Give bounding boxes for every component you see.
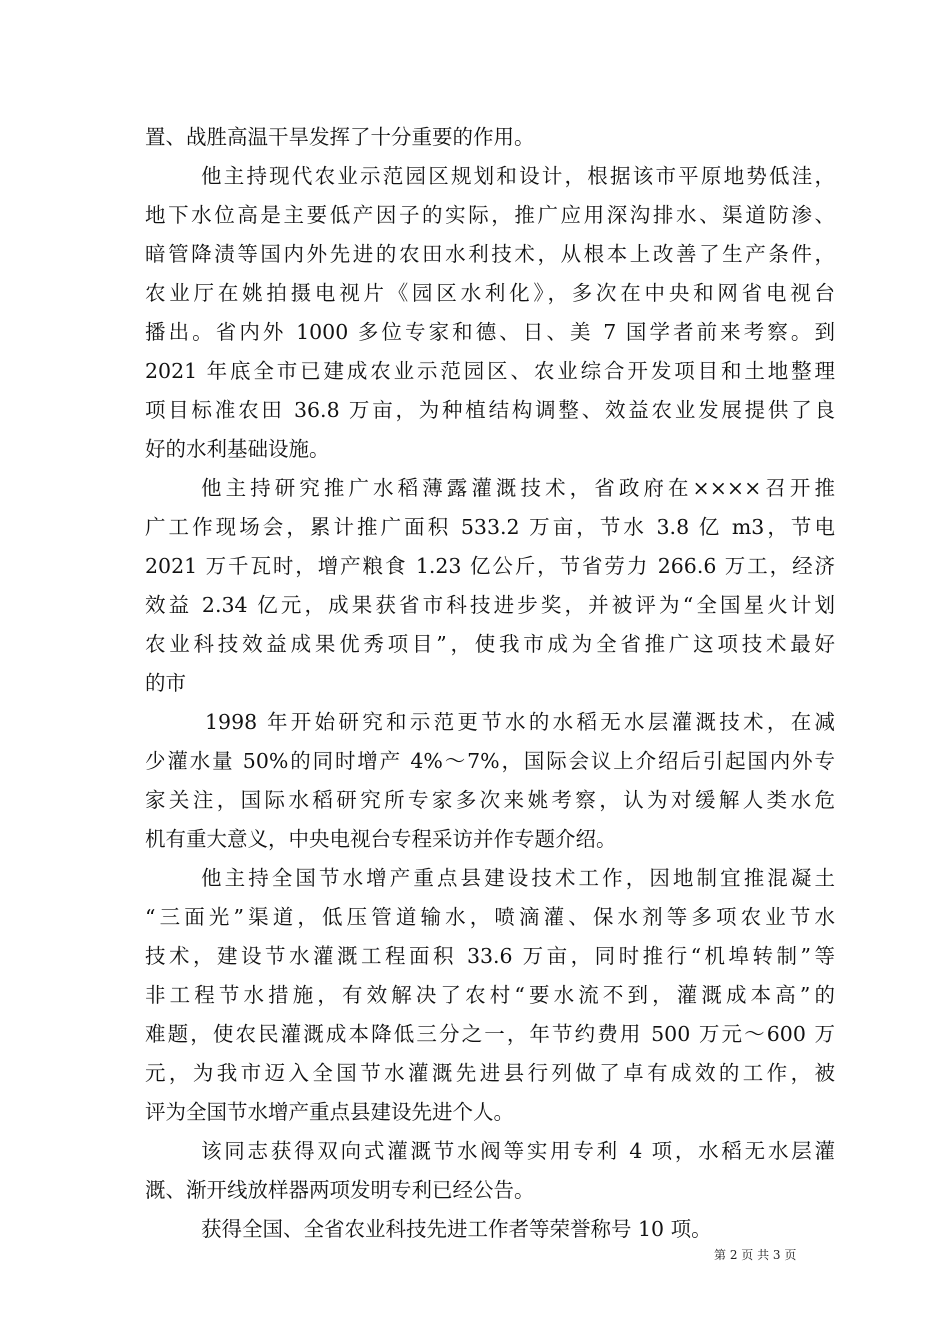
text-line: 1998 年开始研究和示范更节水的水稻无水层灌溉技术，在减 [205,710,835,734]
text-line: 农业科技效益成果优秀项目”，使我市成为全省推广这项技术最好 [145,632,835,656]
page-number-footer: 第 2 页 共 3 页 [714,1248,797,1262]
text-line: 难题，使农民灌溉成本降低三分之一，年节约费用 500 万元～600 万 [145,1022,835,1046]
text-line: 效益 2.34 亿元，成果获省市科技进步奖，并被评为“全国星火计划 [145,593,835,617]
text-line: 好的水利基础设施。 [145,437,330,461]
text-line: 暗管降渍等国内外先进的农田水利技术，从根本上改善了生产条件， [145,242,835,266]
text-line: 的市 [145,671,186,695]
text-line: “三面光”渠道，低压管道输水，喷滴灌、保水剂等多项农业节水 [145,905,835,929]
text-line: 广工作现场会，累计推广面积 533.2 万亩，节水 3.8 亿 m3，节电 [145,515,835,539]
text-line: 他主持现代农业示范园区规划和设计，根据该市平原地势低洼， [201,164,835,188]
text-line: 播出。省内外 1000 多位专家和德、日、美 7 国学者前来考察。到 [145,320,835,344]
text-line: 元，为我市迈入全国节水灌溉先进县行列做了卓有成效的工作，被 [145,1061,835,1085]
text-line: 地下水位高是主要低产因子的实际，推广应用深沟排水、渠道防渗、 [145,203,835,227]
text-line: 技术，建设节水灌溉工程面积 33.6 万亩，同时推行“机埠转制”等 [145,944,835,968]
text-line: 置、战胜高温干旱发挥了十分重要的作用。 [145,125,535,149]
text-line: 评为全国节水增产重点县建设先进个人。 [145,1100,514,1124]
text-line: 少灌水量 50%的同时增产 4%～7%，国际会议上介绍后引起国内外专 [145,749,835,773]
text-line: 他主持全国节水增产重点县建设技术工作，因地制宜推混凝土 [201,866,835,890]
text-line: 溉、渐开线放样器两项发明专利已经公告。 [145,1178,535,1202]
text-line: 他主持研究推广水稻薄露灌溉技术，省政府在××××召开推 [201,476,835,500]
text-line: 农业厅在姚拍摄电视片《园区水利化》，多次在中央和网省电视台 [145,281,835,305]
text-line: 2021 万千瓦时，增产粮食 1.23 亿公斤，节省劳力 266.6 万工，经济 [145,554,835,578]
text-line: 机有重大意义，中央电视台专程采访并作专题介绍。 [145,827,617,851]
text-line: 家关注，国际水稻研究所专家多次来姚考察，认为对缓解人类水危 [145,788,835,812]
document-body [145,118,835,1249]
text-line: 获得全国、全省农业科技先进工作者等荣誉称号 10 项。 [201,1217,712,1241]
text-line: 2021 年底全市已建成农业示范园区、农业综合开发项目和土地整理 [145,359,835,383]
text-line: 该同志获得双向式灌溉节水阀等实用专利 4 项，水稻无水层灌 [201,1139,835,1163]
text-line: 非工程节水措施，有效解决了农村“要水流不到，灌溉成本高”的 [145,983,835,1007]
text-line: 项目标准农田 36.8 万亩，为种植结构调整、效益农业发展提供了良 [145,398,835,422]
